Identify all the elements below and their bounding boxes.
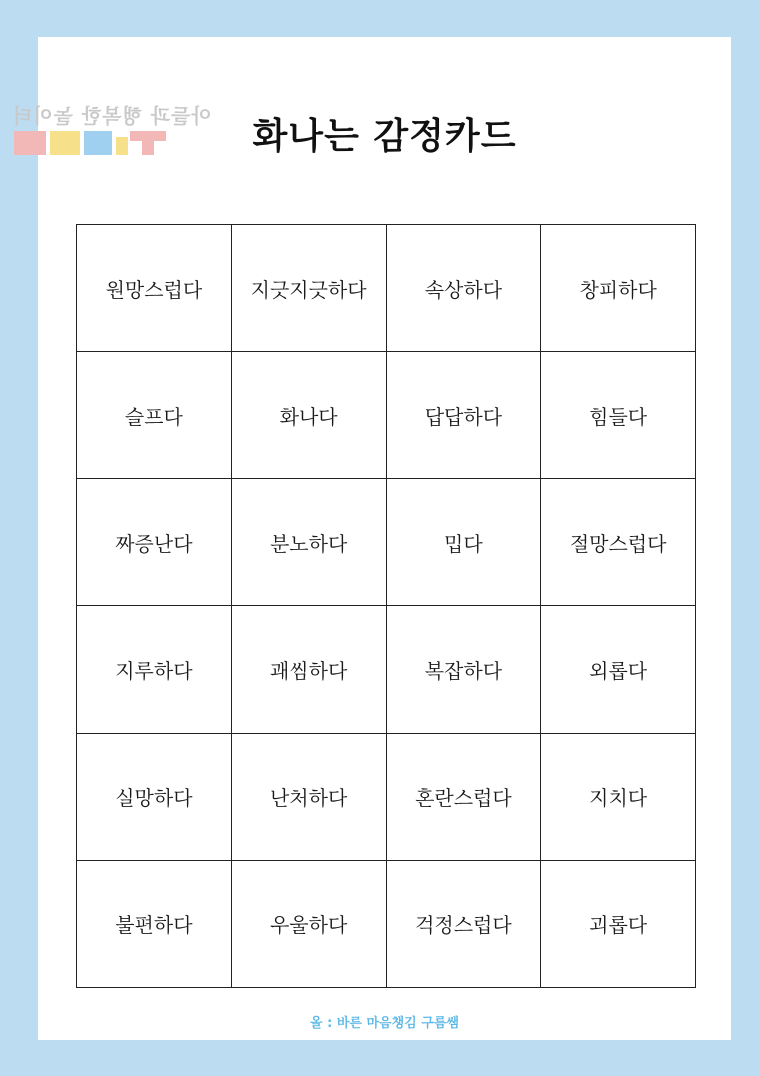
emotion-card: 화나다 [232, 352, 387, 479]
footer-credit: 올 : 바른 마음챙김 구름쌤 [310, 1016, 459, 1031]
emotion-card: 난처하다 [232, 734, 387, 861]
emotion-card: 짜증난다 [77, 479, 232, 606]
emotion-card: 힘들다 [541, 352, 696, 479]
emotion-card: 창피하다 [541, 225, 696, 352]
emotion-card: 답답하다 [387, 352, 542, 479]
emotion-card: 절망스럽다 [541, 479, 696, 606]
emotion-card: 밉다 [387, 479, 542, 606]
emotion-card: 원망스럽다 [77, 225, 232, 352]
emotion-card: 복잡하다 [387, 606, 542, 733]
emotion-card: 지루하다 [77, 606, 232, 733]
emotion-card: 외롭다 [541, 606, 696, 733]
emotion-card: 분노하다 [232, 479, 387, 606]
emotion-card: 슬프다 [77, 352, 232, 479]
emotion-card: 괘씸하다 [232, 606, 387, 733]
emotion-card: 불편하다 [77, 861, 232, 988]
emotion-card: 괴롭다 [541, 861, 696, 988]
watermark-text: 아들과 행복한 놀이터 [12, 104, 211, 128]
emotion-card: 지긋지긋하다 [232, 225, 387, 352]
emotion-card: 지치다 [541, 734, 696, 861]
emotion-card: 혼란스럽다 [387, 734, 542, 861]
emotion-card: 우울하다 [232, 861, 387, 988]
emotion-card: 실망하다 [77, 734, 232, 861]
page-title: 화나는 감정카드 [252, 116, 517, 157]
emotion-card-grid [76, 224, 696, 988]
emotion-card: 걱정스럽다 [387, 861, 542, 988]
emotion-card: 속상하다 [387, 225, 542, 352]
